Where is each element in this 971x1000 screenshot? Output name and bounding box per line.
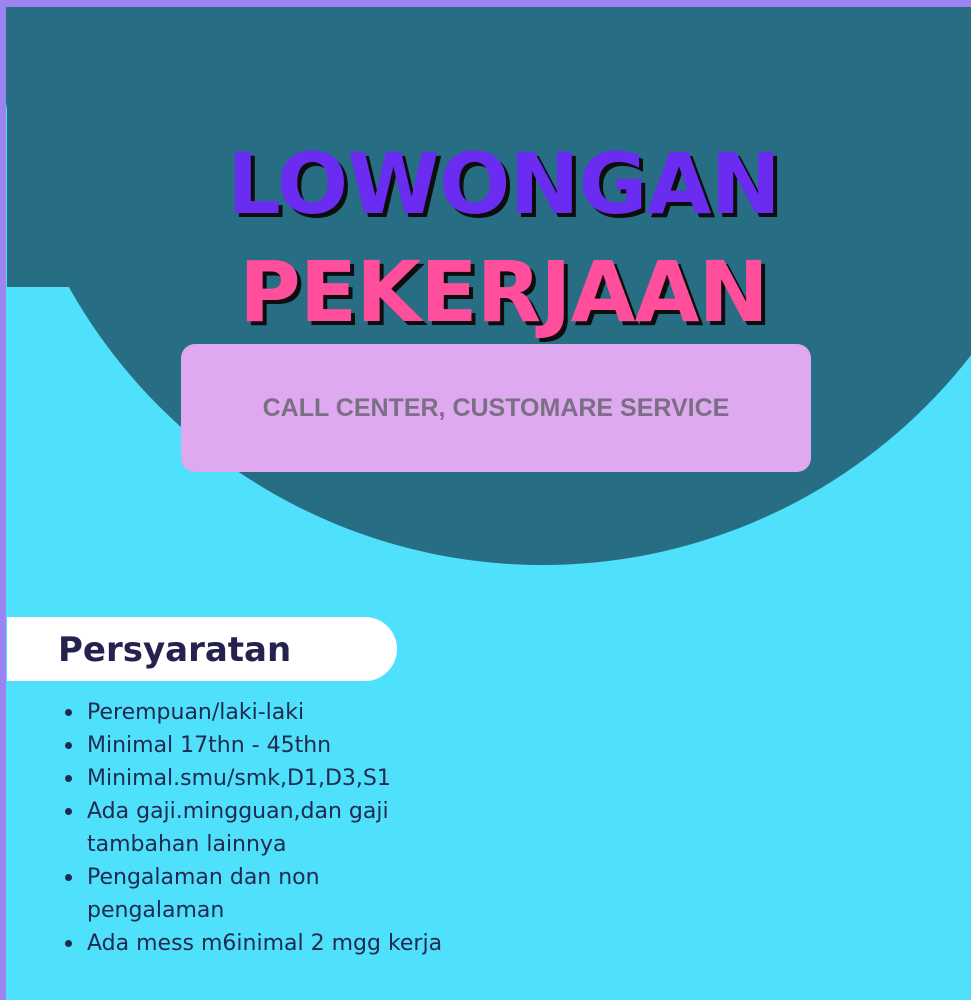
top-border — [0, 0, 971, 7]
requirement-item: Minimal 17thn - 45thn — [62, 729, 462, 762]
requirement-item: Ada gaji.mingguan,dan gaji tambahan lainnya — [62, 795, 462, 861]
requirement-item: Ada mess m6inimal 2 mgg kerja — [62, 927, 462, 960]
job-position-text: CALL CENTER, CUSTOMARE SERVICE — [262, 393, 730, 422]
requirement-item: Perempuan/laki-laki — [62, 696, 462, 729]
job-position-box — [181, 344, 811, 472]
headline-pekerjaan: PEKERJAAN — [239, 243, 768, 341]
requirement-item: Pengalaman dan non pengalaman — [62, 861, 462, 927]
requirements-heading: Persyaratan — [58, 630, 292, 670]
requirements-list — [62, 696, 462, 960]
requirement-item: Minimal.smu/smk,D1,D3,S1 — [62, 762, 462, 795]
headline-lowongan: LOWONGAN — [227, 135, 780, 233]
